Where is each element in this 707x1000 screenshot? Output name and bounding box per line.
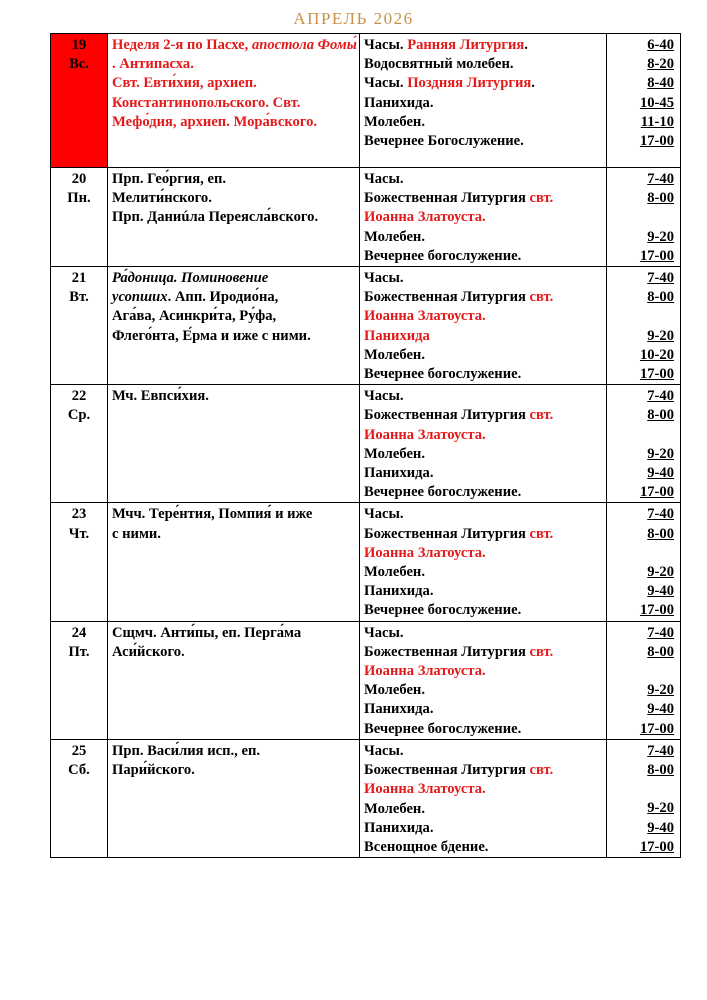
day-number: 25: [71, 742, 87, 759]
service-time: 7-40: [647, 270, 674, 287]
day-cell: [51, 267, 108, 385]
service-highlight: Поздняя Литургия: [407, 75, 532, 92]
service-label: Водосвятный молебен.: [364, 56, 514, 73]
saint-line: Мелити́нского.: [112, 190, 212, 207]
service-time: 7-40: [647, 624, 674, 641]
service-time: 8-00: [647, 525, 674, 542]
saint-line: Сщмч. Анти́пы, еп. Перга́ма: [112, 624, 302, 641]
service-label: Вечернее Богослужение.: [364, 133, 524, 150]
service-time: 17-00: [639, 366, 674, 383]
service-time: 7-40: [647, 171, 674, 187]
service-label: Вечернее богослужение.: [364, 366, 522, 383]
saints-cell: [108, 739, 360, 857]
service-label: Часы.: [364, 742, 404, 759]
saints-cell: [108, 621, 360, 739]
service-time: 17-00: [639, 602, 674, 619]
saint-line: Свт. Евти́хия, архиеп.: [112, 75, 257, 92]
service-time: 9-20: [647, 800, 674, 817]
day-number: 24: [71, 624, 87, 641]
service-highlight: Иоанна Златоуста.: [364, 209, 486, 226]
times-cell: [607, 621, 681, 739]
saint-line: Мчч. Тере́нтия, Помпия́ и иже: [112, 506, 313, 523]
services-cell: [360, 739, 607, 857]
service-highlight: Иоанна Златоуста.: [364, 426, 486, 443]
service-label: Часы.: [364, 75, 408, 92]
day-cell: [51, 503, 108, 621]
service-time: 8-00: [647, 289, 674, 306]
service-label: Божественная Литургия: [364, 407, 530, 424]
service-time: 7-40: [647, 388, 674, 405]
service-time: 8-20: [647, 56, 674, 73]
table-row: [51, 168, 681, 267]
saints-cell: [108, 385, 360, 503]
service-label: Вечернее богослужение.: [364, 247, 522, 264]
schedule-table: [50, 33, 681, 858]
service-time: 9-40: [647, 465, 674, 482]
service-highlight: свт.: [529, 407, 554, 424]
service-label: Божественная Литургия: [364, 289, 530, 306]
service-label: Молебен.: [364, 800, 425, 817]
day-cell: [51, 621, 108, 739]
day-of-week: Вт.: [69, 289, 89, 306]
service-label: Часы.: [364, 270, 404, 287]
service-highlight: Иоанна Златоуста.: [364, 544, 486, 561]
table-row: [51, 34, 681, 168]
service-highlight: свт.: [529, 289, 554, 306]
saint-line: Мч. Евпси́хия.: [112, 388, 209, 405]
times-cell: [607, 739, 681, 857]
day-number: 22: [71, 388, 87, 405]
day-of-week: Пн.: [67, 190, 91, 207]
table-row: [51, 385, 681, 503]
service-time: 9-20: [647, 564, 674, 581]
saint-line: Константинопольского. Свт.: [112, 94, 301, 111]
service-label: Божественная Литургия: [364, 643, 530, 660]
day-number: 20: [71, 171, 87, 187]
service-label: Панихида.: [364, 94, 434, 111]
service-time: 9-20: [647, 445, 674, 462]
day-number: 19: [71, 37, 87, 53]
day-cell: [51, 34, 108, 168]
service-time: 17-00: [639, 484, 674, 501]
service-label: Часы.: [364, 171, 404, 187]
service-highlight: свт.: [529, 643, 554, 660]
table-row: [51, 621, 681, 739]
services-cell: [360, 385, 607, 503]
day-of-week: Вс.: [69, 56, 89, 73]
day-of-week: Сб.: [68, 762, 90, 779]
service-label: Панихида.: [364, 465, 434, 482]
feast-name: усопших: [112, 289, 168, 306]
day-number: 23: [71, 506, 87, 523]
service-label: Часы.: [364, 624, 404, 641]
service-label: Панихида.: [364, 583, 434, 600]
saint-line: Мефо́дия, архиеп. Мора́вского.: [112, 113, 318, 130]
service-highlight: свт.: [529, 525, 554, 542]
service-time: 17-00: [639, 720, 674, 737]
service-time: 8-00: [647, 762, 674, 779]
services-cell: [360, 168, 607, 267]
service-time: 9-20: [647, 228, 674, 245]
service-label: Часы.: [364, 37, 408, 53]
service-time: 9-40: [647, 583, 674, 600]
saint-line: Ага́ва, Асинкри́та, Ру́фа,: [112, 308, 277, 325]
service-highlight: свт.: [529, 190, 554, 207]
saint-line: Пари́йского.: [112, 762, 195, 779]
service-time: 17-00: [639, 133, 674, 150]
service-label: Вечернее богослужение.: [364, 720, 522, 737]
day-cell: [51, 168, 108, 267]
service-time: 17-00: [639, 838, 674, 855]
times-cell: [607, 168, 681, 267]
services-cell: Часы. Ранняя Литургия. Водосвятный молебен. Часы. Поздняя Литургия. Панихида. Молебен. Вечернее Богослужение.: [360, 34, 607, 168]
feast-antipascha: . Антипасха.: [112, 56, 194, 73]
saint-line: Прп. Даниúла Переясла́вского.: [112, 209, 319, 226]
service-label: Молебен.: [364, 445, 425, 462]
services-cell: [360, 267, 607, 385]
service-label: Панихида.: [364, 701, 434, 718]
service-time: 9-20: [647, 682, 674, 699]
service-time: 10-45: [639, 94, 674, 111]
service-highlight: Ранняя Литургия: [407, 37, 525, 53]
service-time: 17-00: [639, 247, 674, 264]
feast-name: Ра́доница. Поминовение: [112, 270, 269, 287]
service-time: 11-10: [640, 113, 674, 130]
day-number: 21: [71, 270, 87, 287]
services-cell: [360, 503, 607, 621]
times-cell: [607, 385, 681, 503]
services-cell: [360, 621, 607, 739]
day-of-week: Чт.: [68, 525, 90, 542]
service-label: Божественная Литургия: [364, 525, 530, 542]
saint-line: Аси́йского.: [112, 643, 185, 660]
saints-cell: [108, 267, 360, 385]
service-time: 7-40: [647, 506, 674, 523]
table-row: [51, 503, 681, 621]
service-time: 9-20: [647, 327, 674, 344]
service-label: Часы.: [364, 388, 404, 405]
service-label: Панихида.: [364, 819, 434, 836]
service-label: Божественная Литургия: [364, 190, 530, 207]
service-time: 9-40: [647, 819, 674, 836]
day-of-week: Ср.: [67, 407, 91, 424]
service-time: 7-40: [647, 742, 674, 759]
service-label: Всенощное бдение.: [364, 838, 489, 855]
times-cell: [607, 503, 681, 621]
table-row: [51, 267, 681, 385]
saint-line: Прп. Васи́лия исп., еп.: [112, 742, 261, 759]
day-cell: [51, 385, 108, 503]
service-highlight: Иоанна Златоуста.: [364, 308, 486, 325]
service-label: Вечернее богослужение.: [364, 484, 522, 501]
service-label: Молебен.: [364, 564, 425, 581]
saints-cell: [108, 503, 360, 621]
service-label: Молебен.: [364, 346, 425, 363]
feast-apostle: апостола Фомы́: [251, 37, 357, 53]
table-row: [51, 739, 681, 857]
times-cell: [607, 34, 681, 168]
saint-line: Флего́нта, Е́рма и иже с ними.: [112, 327, 311, 344]
service-label: Молебен.: [364, 113, 425, 130]
day-of-week: Пт.: [68, 643, 90, 660]
day-cell: [51, 739, 108, 857]
service-time: 8-00: [647, 643, 674, 660]
saint-line: Прп. Гео́ргия, еп.: [112, 171, 226, 187]
service-label: Молебен.: [364, 228, 425, 245]
service-time: 8-40: [647, 75, 674, 92]
service-time: 8-00: [647, 190, 674, 207]
service-label: Часы.: [364, 506, 404, 523]
service-label: Вечернее богослужение.: [364, 602, 522, 619]
service-time: 10-20: [639, 346, 674, 363]
service-time: 9-40: [647, 701, 674, 718]
service-highlight: Панихида: [364, 327, 430, 344]
saint-line: с ними.: [112, 525, 161, 542]
saints-cell: [108, 168, 360, 267]
feast-name: Неделя 2-я по Пасхе,: [112, 37, 252, 53]
saint-line: . Апп. Иродио́на,: [167, 289, 279, 306]
service-highlight: свт.: [529, 762, 554, 779]
service-label: Божественная Литургия: [364, 762, 530, 779]
page-title: АПРЕЛЬ 2026: [293, 9, 414, 28]
service-highlight: Иоанна Златоуста.: [364, 663, 486, 680]
service-label: Молебен.: [364, 682, 425, 699]
times-cell: [607, 267, 681, 385]
service-time: 8-00: [647, 407, 674, 424]
service-time: 6-40: [647, 37, 674, 53]
service-highlight: Иоанна Златоуста.: [364, 781, 486, 798]
saints-cell: [108, 34, 360, 168]
